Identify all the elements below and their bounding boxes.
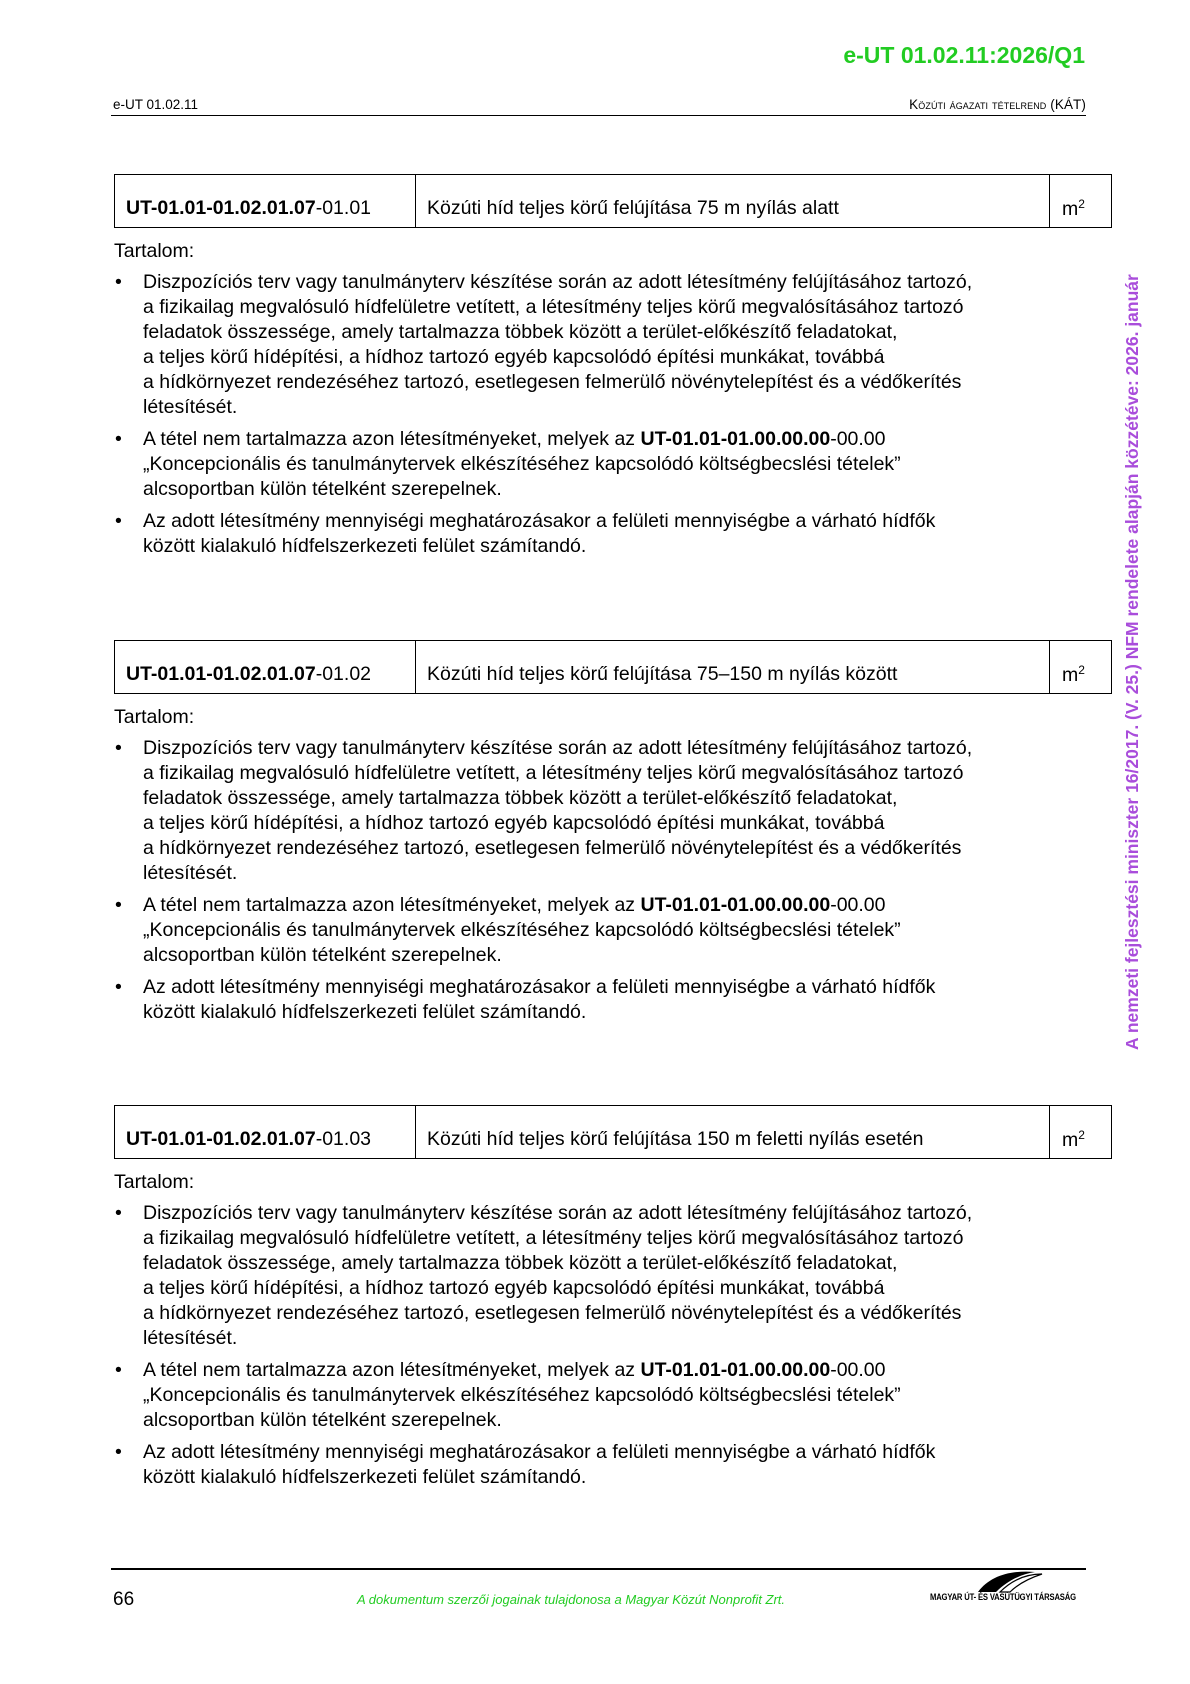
item-code-suffix: -01.01 xyxy=(315,197,372,219)
list-item-exclusion xyxy=(114,893,1093,968)
text-line: alcsoportban külön tételként szerepelnek. xyxy=(143,1409,502,1431)
text-line: a teljes körű hídépítési, a hídhoz tartozó egyéb kapcsolódó építési munkákat, továbbá xyxy=(143,1277,885,1299)
content-list xyxy=(114,270,1112,559)
item-header-table xyxy=(114,174,1112,228)
item-header-table xyxy=(114,640,1112,694)
logo-text: MAGYAR ÚT- ÉS VASÚTÜGYI TÁRSASÁG xyxy=(930,1592,1076,1602)
unit-base: m xyxy=(1062,198,1079,220)
content-list xyxy=(114,736,1112,1025)
list-item-scope xyxy=(114,1201,1093,1351)
item-section xyxy=(114,640,1112,1032)
text-line: • Az adott létesítmény mennyiségi meghatározásakor a felületi mennyiségbe a várható hídfők xyxy=(143,976,936,998)
reference-code-bold: UT-01.01-01.00.00.00 xyxy=(640,894,831,916)
item-header-table xyxy=(114,1105,1112,1159)
doc-code: e-UT 01.02.11:2026/Q1 xyxy=(843,42,1085,68)
reference-code-suffix: -00.00 xyxy=(830,1359,886,1381)
text-line: létesítését. xyxy=(143,862,238,884)
content-list xyxy=(114,1201,1112,1490)
text-line: • Diszpozíciós terv vagy tanulmányterv készítése során az adott létesítmény felújításához tartozó, xyxy=(143,1202,973,1224)
item-code-bold: UT-01.01-01.02.01.07 xyxy=(126,197,316,219)
item-code-suffix: -01.02 xyxy=(315,663,372,685)
header-left: e-UT 01.02.11 xyxy=(113,97,199,112)
item-unit xyxy=(1050,1106,1111,1158)
text-line: „Koncepcionális és tanulmánytervek elkészítéséhez kapcsolódó költségbecslési tételek” xyxy=(143,453,901,475)
logo-swoosh-icon xyxy=(930,1568,1090,1594)
item-title: Közúti híd teljes körű felújítása 75–150 m nyílás között xyxy=(416,641,1050,693)
text-line: a hídkörnyezet rendezéséhez tartozó, esetlegesen felmerülő növénytelepítést és a védőkerítés xyxy=(143,1302,962,1324)
text-line: a fizikailag megvalósuló hídfelületre vetített, a létesítmény teljes körű megvalósításához tartozó xyxy=(143,762,964,784)
text-line: alcsoportban külön tételként szerepelnek. xyxy=(143,478,502,500)
unit-base: m xyxy=(1062,1129,1079,1151)
unit-exponent: 2 xyxy=(1078,197,1085,211)
organization-logo xyxy=(930,1568,1090,1608)
reference-code-suffix: -00.00 xyxy=(830,428,886,450)
copyright-notice: A dokumentum szerzői jogainak tulajdonosa a Magyar Közút Nonprofit Zrt. xyxy=(357,1592,786,1607)
text-line: létesítését. xyxy=(143,1327,238,1349)
text-line: „Koncepcionális és tanulmánytervek elkészítéséhez kapcsolódó költségbecslési tételek” xyxy=(143,919,901,941)
text-line: „Koncepcionális és tanulmánytervek elkészítéséhez kapcsolódó költségbecslési tételek” xyxy=(143,1384,901,1406)
text-line: a teljes körű hídépítési, a hídhoz tartozó egyéb kapcsolódó építési munkákat, továbbá xyxy=(143,812,885,834)
text-line: a hídkörnyezet rendezéséhez tartozó, esetlegesen felmerülő növénytelepítést és a védőkerítés xyxy=(143,371,962,393)
tartalom-label: Tartalom: xyxy=(114,240,195,262)
text-line: között kialakuló hídfelszerkezeti felület számítandó. xyxy=(143,535,587,557)
text-line xyxy=(143,893,1093,918)
text-line xyxy=(143,427,1093,452)
exclusion-text: A tétel nem tartalmazza azon létesítményeket, melyek az xyxy=(143,894,641,916)
item-title: Közúti híd teljes körű felújítása 150 m feletti nyílás esetén xyxy=(416,1106,1050,1158)
text-line: között kialakuló hídfelszerkezeti felület számítandó. xyxy=(143,1001,587,1023)
reference-code-bold: UT-01.01-01.00.00.00 xyxy=(640,428,831,450)
text-line: • Az adott létesítmény mennyiségi meghatározásakor a felületi mennyiségbe a várható hídfők xyxy=(143,1441,936,1463)
text-line xyxy=(143,1358,1093,1383)
text-line: feladatok összessége, amely tartalmazza többek között a terület-előkészítő feladatokat, xyxy=(143,321,898,343)
header-right: Közúti ágazati tételrend (KÁT) xyxy=(909,97,1086,112)
text-line: között kialakuló hídfelszerkezeti felület számítandó. xyxy=(143,1466,587,1488)
item-code-suffix: -01.03 xyxy=(315,1128,372,1150)
text-line: • Diszpozíciós terv vagy tanulmányterv készítése során az adott létesítmény felújításához tartozó, xyxy=(143,737,973,759)
list-item-scope xyxy=(114,270,1093,420)
item-title: Közúti híd teljes körű felújítása 75 m nyílás alatt xyxy=(416,175,1050,227)
item-code xyxy=(115,175,416,227)
text-line: létesítését. xyxy=(143,396,238,418)
item-unit xyxy=(1050,641,1111,693)
text-line: a hídkörnyezet rendezéséhez tartozó, esetlegesen felmerülő növénytelepítést és a védőkerítés xyxy=(143,837,962,859)
item-section xyxy=(114,1105,1112,1497)
item-section xyxy=(114,174,1112,566)
text-line: • Diszpozíciós terv vagy tanulmányterv készítése során az adott létesítmény felújításához tartozó, xyxy=(143,271,973,293)
unit-exponent: 2 xyxy=(1078,663,1085,677)
item-code-bold: UT-01.01-01.02.01.07 xyxy=(126,663,316,685)
text-line: • Az adott létesítmény mennyiségi meghatározásakor a felületi mennyiségbe a várható hídfők xyxy=(143,510,936,532)
list-item-quantity xyxy=(114,975,1093,1025)
text-line: alcsoportban külön tételként szerepelnek. xyxy=(143,944,502,966)
list-item-scope xyxy=(114,736,1093,886)
page-number: 66 xyxy=(113,1589,135,1610)
unit-exponent: 2 xyxy=(1078,1128,1085,1142)
item-code xyxy=(115,641,416,693)
item-code xyxy=(115,1106,416,1158)
side-note: A nemzeti fejlesztési miniszter 16/2017. (V. 25.) NFM rendelete alapján közzétéve: 2026. január xyxy=(1122,274,1142,1050)
list-item-quantity xyxy=(114,1440,1093,1490)
text-line: a fizikailag megvalósuló hídfelületre vetített, a létesítmény teljes körű megvalósításához tartozó xyxy=(143,1227,964,1249)
tartalom-label: Tartalom: xyxy=(114,1171,195,1193)
reference-code-suffix: -00.00 xyxy=(830,894,886,916)
text-line: a fizikailag megvalósuló hídfelületre vetített, a létesítmény teljes körű megvalósításához tartozó xyxy=(143,296,964,318)
item-unit xyxy=(1050,175,1111,227)
exclusion-text: A tétel nem tartalmazza azon létesítményeket, melyek az xyxy=(143,1359,641,1381)
list-item-exclusion xyxy=(114,1358,1093,1433)
list-item-exclusion xyxy=(114,427,1093,502)
item-code-bold: UT-01.01-01.02.01.07 xyxy=(126,1128,316,1150)
list-item-quantity xyxy=(114,509,1093,559)
exclusion-text: A tétel nem tartalmazza azon létesítményeket, melyek az xyxy=(143,428,641,450)
text-line: a teljes körű hídépítési, a hídhoz tartozó egyéb kapcsolódó építési munkákat, továbbá xyxy=(143,346,885,368)
tartalom-label: Tartalom: xyxy=(114,706,195,728)
text-line: feladatok összessége, amely tartalmazza többek között a terület-előkészítő feladatokat, xyxy=(143,787,898,809)
header-rule xyxy=(111,115,1086,116)
reference-code-bold: UT-01.01-01.00.00.00 xyxy=(640,1359,831,1381)
unit-base: m xyxy=(1062,664,1079,686)
text-line: feladatok összessége, amely tartalmazza többek között a terület-előkészítő feladatokat, xyxy=(143,1252,898,1274)
